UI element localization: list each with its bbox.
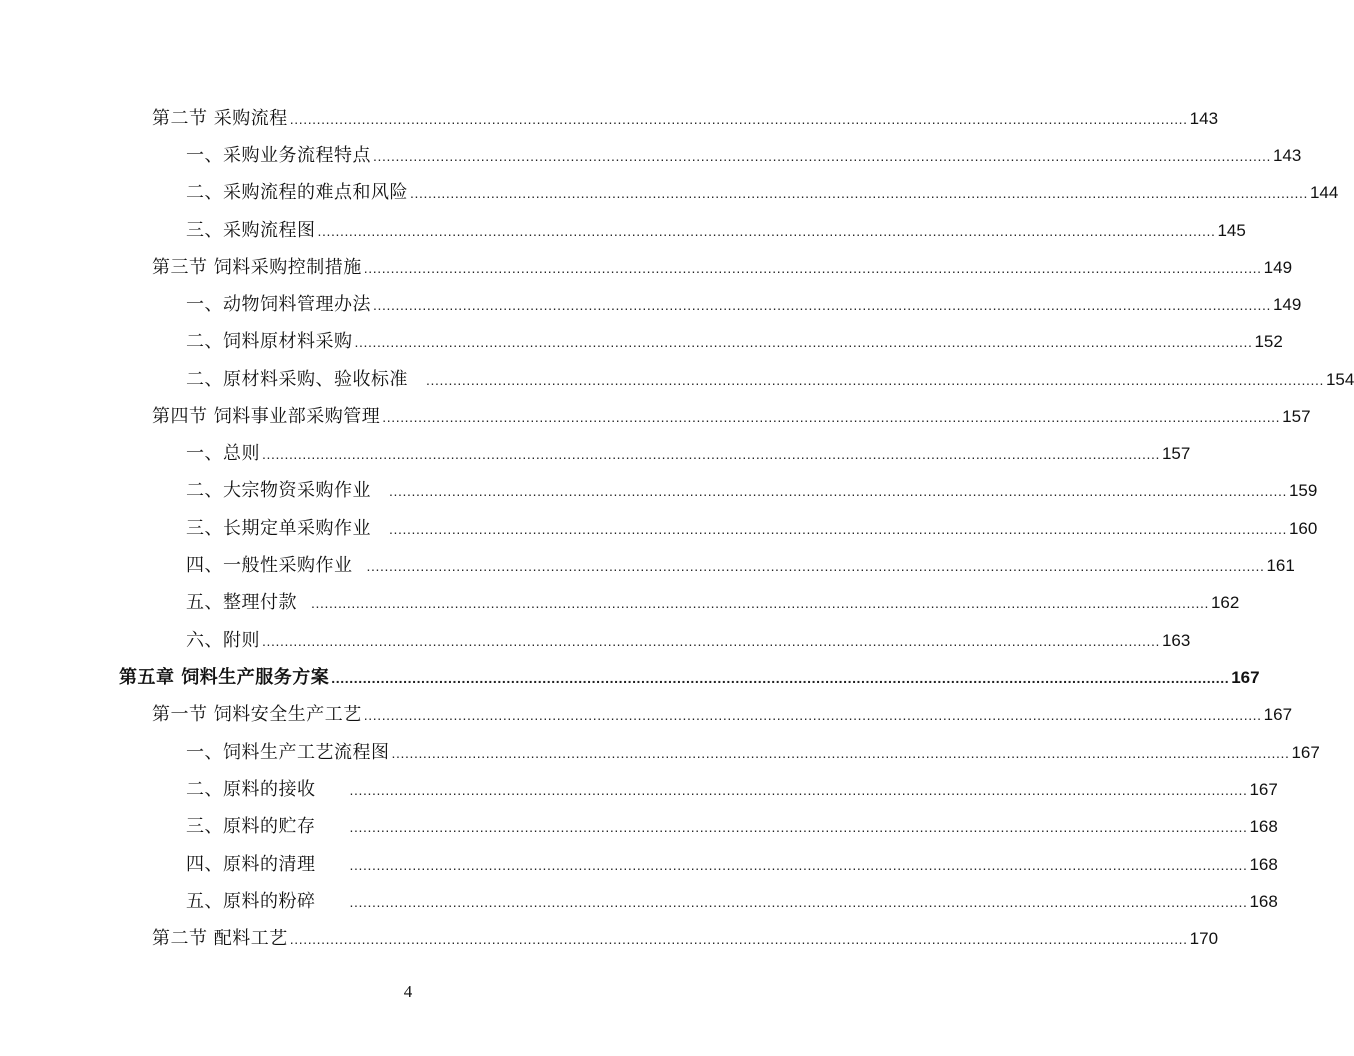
toc-leader-dots: ........................................................................................................................................................................................................ [363, 260, 1262, 276]
toc-leader-dots: ........................................................................................................................................................................................................ [311, 595, 1209, 611]
toc-entry[interactable] [186, 622, 1191, 652]
toc-entry-title: 三、原料的贮存 [186, 816, 316, 837]
toc-leader-dots: ........................................................................................................................................................................................................ [289, 931, 1188, 947]
toc-entry-page: 160 [1288, 519, 1318, 538]
toc-entry-page: 149 [1272, 295, 1302, 314]
toc-leader-dots: ........................................................................................................................................................................................................ [373, 148, 1271, 164]
toc-leader-dots: ........................................................................................................................................................................................................ [389, 521, 1287, 537]
toc-entry-page: 167 [1263, 705, 1293, 724]
toc-entry[interactable] [186, 323, 1283, 353]
toc-entry[interactable] [186, 547, 1295, 577]
toc-entry-title: 一、饲料生产工艺流程图 [186, 742, 390, 763]
toc-entry-title: 第二节 采购流程 [152, 108, 288, 129]
toc-entry-title: 二、采购流程的难点和风险 [186, 182, 408, 203]
toc-entry-title: 第五章 饲料生产服务方案 [119, 667, 330, 688]
toc-entry-page: 168 [1249, 817, 1278, 836]
toc-entry-title: 第二节 配料工艺 [152, 928, 288, 949]
toc-leader-dots: ........................................................................................................................................................................................................ [262, 633, 1160, 649]
toc-entry[interactable] [186, 137, 1302, 167]
toc-entry-page: 162 [1210, 593, 1240, 612]
toc-entry-page: 168 [1249, 892, 1278, 911]
toc-leader-dots: ........................................................................................................................................................................................................ [349, 782, 1248, 798]
toc-entry-title: 五、整理付款 [186, 592, 297, 613]
toc-entry[interactable] [186, 734, 1320, 764]
toc-leader-dots: ........................................................................................................................................................................................................ [391, 745, 1290, 761]
toc-chapter-entry[interactable] [119, 659, 1260, 689]
toc-leader-dots: ........................................................................................................................................................................................................ [389, 483, 1287, 499]
toc-leader-dots: ........................................................................................................................................................................................................ [382, 409, 1281, 425]
toc-entry-page: 152 [1254, 332, 1283, 351]
toc-entry-title: 四、一般性采购作业 [186, 555, 353, 576]
toc-entry-title: 第一节 饲料安全生产工艺 [152, 704, 362, 725]
toc-entry-page: 157 [1161, 444, 1191, 463]
toc-entry-page: 157 [1282, 407, 1311, 426]
toc-entry[interactable] [186, 808, 1278, 838]
toc-entry[interactable] [186, 584, 1240, 614]
toc-leader-dots: ........................................................................................................................................................................................................ [262, 446, 1160, 462]
toc-entry-page: 149 [1263, 258, 1293, 277]
toc-entry-title: 二、大宗物资采购作业 [186, 480, 371, 501]
toc-entry-page: 163 [1161, 631, 1191, 650]
toc-entry-page: 145 [1217, 221, 1246, 240]
toc-leader-dots: ........................................................................................................................................................................................................ [366, 558, 1265, 574]
toc-entry-page: 168 [1249, 855, 1278, 874]
toc-entry[interactable] [186, 510, 1318, 540]
toc-leader-dots: ........................................................................................................................................................................................................ [363, 707, 1262, 723]
toc-entry-title: 五、原料的粉碎 [186, 891, 316, 912]
toc-leader-dots: ........................................................................................................................................................................................................ [354, 334, 1253, 350]
toc-entry-title: 二、原料的接收 [186, 779, 316, 800]
toc-leader-dots: ........................................................................................................................................................................................................ [289, 111, 1188, 127]
toc-entry[interactable] [152, 100, 1219, 130]
toc-entry[interactable] [186, 846, 1278, 876]
toc-entry-page: 143 [1189, 109, 1219, 128]
toc-entry-title: 六、附则 [186, 630, 260, 651]
toc-entry-page: 167 [1231, 668, 1260, 687]
toc-entry-page: 167 [1291, 743, 1320, 762]
toc-leader-dots: ........................................................................................................................................................................................................ [349, 894, 1248, 910]
toc-entry[interactable] [186, 771, 1278, 801]
toc-leader-dots: ........................................................................................................................................................................................................ [331, 670, 1230, 686]
toc-entry-page: 161 [1266, 556, 1295, 575]
toc-entry-page: 143 [1272, 146, 1302, 165]
toc-entry-page: 144 [1309, 183, 1339, 202]
toc-entry[interactable] [152, 920, 1219, 950]
page-number: 4 [403, 982, 413, 1001]
toc-entry-page: 159 [1288, 481, 1318, 500]
toc-leader-dots: ........................................................................................................................................................................................................ [349, 819, 1248, 835]
toc-entry[interactable] [152, 398, 1311, 428]
toc-leader-dots: ........................................................................................................................................................................................................ [349, 857, 1248, 873]
toc-entry[interactable] [186, 361, 1354, 391]
toc-entry-title: 四、原料的清理 [186, 854, 316, 875]
toc-entry[interactable] [186, 472, 1318, 502]
toc-entry[interactable] [186, 883, 1278, 913]
toc-entry-title: 三、长期定单采购作业 [186, 518, 371, 539]
toc-entry[interactable] [186, 286, 1302, 316]
toc-entry-title: 二、饲料原材料采购 [186, 331, 353, 352]
toc-entry[interactable] [152, 249, 1293, 279]
toc-entry-title: 第四节 饲料事业部采购管理 [152, 406, 381, 427]
toc-leader-dots: ........................................................................................................................................................................................................ [317, 223, 1216, 239]
toc-entry[interactable] [186, 435, 1191, 465]
toc-entry[interactable] [186, 174, 1339, 204]
toc-entry-title: 三、采购流程图 [186, 220, 316, 241]
toc-entry-page: 154 [1325, 370, 1354, 389]
toc-leader-dots: ........................................................................................................................................................................................................ [426, 372, 1324, 388]
toc-leader-dots: ........................................................................................................................................................................................................ [373, 297, 1271, 313]
toc-entry-title: 第三节 饲料采购控制措施 [152, 257, 362, 278]
toc-leader-dots: ........................................................................................................................................................................................................ [410, 185, 1308, 201]
toc-entry-title: 一、动物饲料管理办法 [186, 294, 371, 315]
toc-entry[interactable] [186, 212, 1246, 242]
toc-entry-title: 一、总则 [186, 443, 260, 464]
toc-entry-title: 二、原材料采购、验收标准 [186, 369, 408, 390]
toc-entry-page: 167 [1249, 780, 1278, 799]
toc-entry[interactable] [152, 696, 1293, 726]
toc-entry-page: 170 [1189, 929, 1219, 948]
toc-entry-title: 一、采购业务流程特点 [186, 145, 371, 166]
